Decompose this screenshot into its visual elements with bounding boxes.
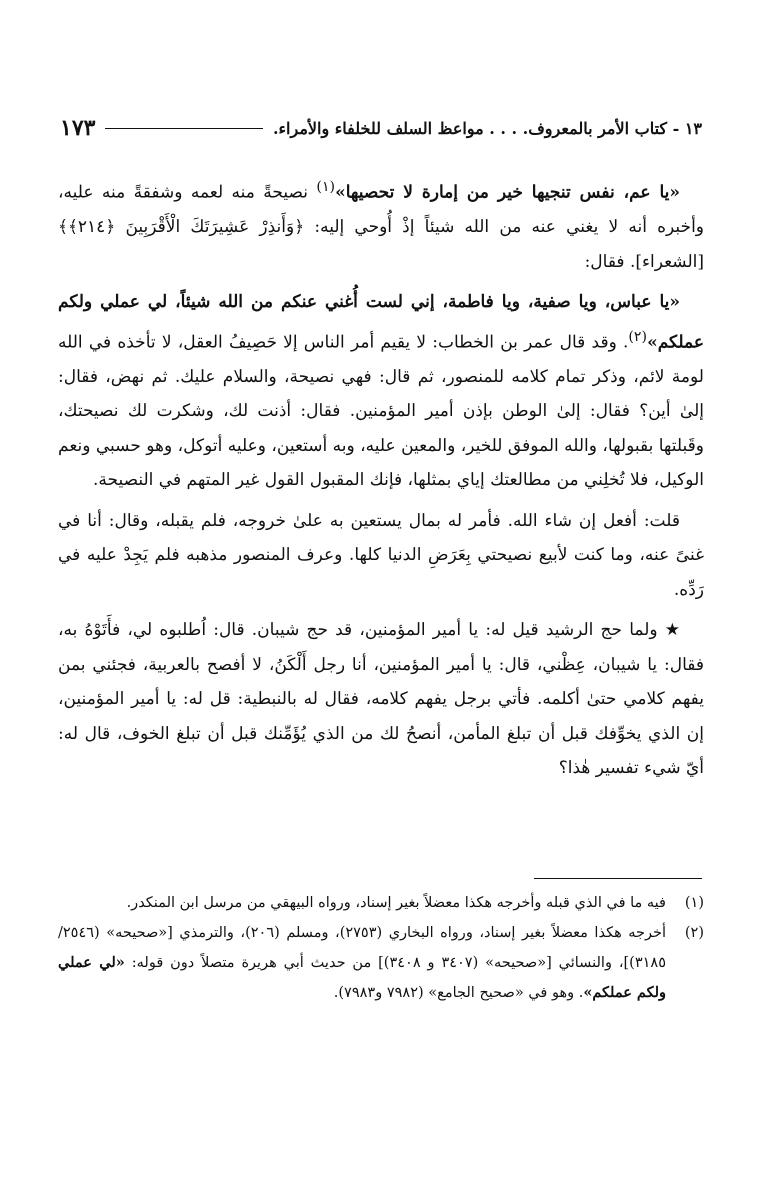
footnote-ref-2: (٢) — [628, 328, 648, 345]
paragraph-3: قلت: أفعل إن شاء الله. فأمر له بمال يستعين به علىٰ خروجه، فلم يقبله، وقال: أنا في غنىً عنه، وما كنت لأبيع نصيحتي بِعَرَضِ الدنيا كلها. وعرف المنصور مذهبه فلم يَجِدْ عليه في رَدِّه. — [58, 510, 704, 600]
footnote-text: فيه ما في الذي قبله وأخرجه هكذا معضلاً بغير إسناد، ورواه البيهقي من مرسل ابن المنكدر. — [126, 895, 666, 911]
footnote-2 — [58, 918, 704, 1008]
footnote-text-part: أخرجه هكذا معضلاً بغير إسناد، ورواه البخاري (٢٧٥٣)، ومسلم (٢٠٦)، والترمذي [«صحيحه» (٢٥٤٦/ ٣١٨٥)]، والنسائي [«صحيحه» (٣٤٠٧ و ٣٤٠٨)] من حديث أبي هريرة متصلاً دون قوله: — [58, 925, 666, 971]
paragraph-1-text: نصيحةً منه لعمه وشفقةً منه عليه، وأخبره أنه لا يغني عنه من الله شيئاً إذْ أُوحي إليه: ﴿وَأَنذِرْ عَشِيرَتَكَ الْأَقْرَبِينَ ﴿٢١٤﴾﴾ [الشعراء]. فقال: — [58, 182, 704, 272]
paragraph-2 — [58, 285, 704, 498]
footnote-text — [58, 918, 666, 1008]
header-title: ١٣ - كتاب الأمر بالمعروف. . . . مواعظ السلف للخلفاء والأمراء. — [272, 118, 702, 138]
footnote-rule — [534, 878, 702, 879]
footnote-ref-1: (١) — [316, 179, 336, 195]
hadith-quote-2: «يا عباس، ويا صفية، ويا فاطمة، إني لست أُغني عنكم من الله شيئاً، لي عملي ولكم عملكم» — [58, 292, 704, 353]
footnote-1 — [58, 888, 704, 918]
footnote-text-part: . وهو في «صحيح الجامع» (٧٩٨٢ و٧٩٨٣). — [333, 985, 584, 1001]
footnote-number: (١) — [684, 895, 704, 911]
hadith-quote-1: «يا عم، نفس تنجيها خير من إمارة لا تحصيها» — [335, 182, 680, 203]
paragraph-2-text: . وقد قال عمر بن الخطاب: لا يقيم أمر الناس إلا حَصِيفُ العقل، لا تأخذه في الله لومة لائم، وذكر تمام كلامه للمنصور، ثم قال: فهي نصيحة، والسلام عليك. ثم نهض، فقال: إلىٰ أين؟ فقال: إلىٰ الوطن بإذن أمير المؤمنين. فقال: أذنت لك، وشكرت لك نصيحتك، وقَبلتها بقبولها، والله الموفق للخير، والمعين عليه، وبه أستعين، وعليه أتوكل، وهو حسبي ونعم الوكيل، فلا تُخلِني من مطالعتك إياي بمثلها، فإنك المقبول القول غير المتهم في النصيحة. — [58, 332, 704, 491]
paragraph-4: ★ ولما حج الرشيد قيل له: يا أمير المؤمنين، قد حج شيبان. قال: اُطلبوه لي، فأَتَوْهُ به، فقال: يا شيبان، عِظْني، قال: يا أمير المؤمنين، أنا رجل أَلْكَنُ، لا أفصح بالعربية، فجئني بمن يفهم كلامي حتىٰ أكلمه. فأتي برجل يفهم كلامه، فقال له بالنبطية: قل له: يا أمير المؤمنين، إن الذي يخوِّفك قبل أن تبلغ المأمن، أنصحُ لك من الذي يُؤَمِّنك قبل أن تبلغ الخوف، قال له: أيّ شيء تفسير هٰذا؟ — [58, 620, 704, 779]
main-text — [58, 170, 704, 786]
running-header — [60, 112, 702, 144]
footnote-number: (٢) — [684, 925, 704, 941]
page-number: ١٧٣ — [60, 115, 96, 141]
paragraph-1 — [58, 170, 704, 279]
footnote-quote: «لي عملي ولكم عملكم» — [58, 954, 666, 1001]
header-rule — [105, 128, 263, 129]
footnotes — [58, 888, 704, 1008]
